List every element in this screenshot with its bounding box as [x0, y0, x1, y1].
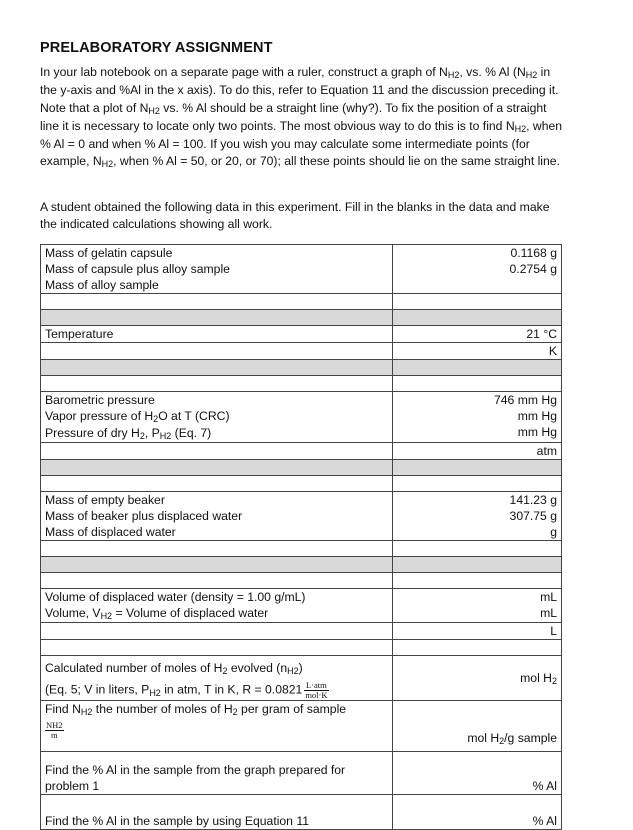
dry-pressure-label: Pressure of dry H2, PH2 (Eq. 7)	[45, 426, 212, 441]
volume-h2-liters-field[interactable]: L	[393, 623, 562, 640]
table-row	[41, 541, 562, 557]
instructions-paragraph: A student obtained the following data in this experiment. Fill in the blanks in the data and make the indicated calculations showing all work.	[40, 200, 550, 232]
table-row	[41, 623, 562, 640]
temperature-kelvin-field[interactable]: K	[393, 343, 562, 360]
graph-percent-label-1: Find the % Al in the sample from the graph prepared for	[45, 763, 346, 777]
table-row	[41, 443, 562, 460]
table-row	[41, 656, 562, 701]
find-n-label: Find NH2 the number of moles of H2 per gram of sample	[45, 702, 347, 717]
eq11-percent-field[interactable]: % Al	[393, 795, 562, 830]
table-row	[41, 392, 562, 443]
empty-beaker-label: Mass of empty beaker	[45, 493, 165, 507]
table-row	[41, 245, 562, 294]
moles-h2-equation: (Eq. 5; V in liters, PH2 in atm, T in K, R = 0.0821 $\frac{\text{L·atm}}{\text{mol·K}}$	[45, 680, 328, 700]
barometric-pressure-label: Barometric pressure	[45, 393, 155, 407]
dry-pressure-atm-field[interactable]: atm	[393, 443, 562, 460]
mass-alloy-blank[interactable]	[397, 277, 557, 293]
beaker-water-value: 307.75 g	[509, 509, 557, 523]
empty-beaker-value: 141.23 g	[509, 493, 557, 507]
table-row	[41, 343, 562, 360]
n-per-mass-fraction: $\frac{NH2}{m}$	[46, 720, 63, 740]
barometric-pressure-value: 746 mm Hg	[494, 393, 557, 407]
vapor-pressure-field[interactable]: mm Hg	[517, 409, 557, 423]
table-row	[41, 460, 562, 476]
mass-capsule-alloy-label: Mass of capsule plus alloy sample	[45, 262, 230, 276]
table-row	[41, 573, 562, 589]
table-row	[41, 326, 562, 343]
table-row	[41, 360, 562, 376]
table-row	[41, 557, 562, 573]
mass-capsule-alloy-value: 0.2754 g	[509, 262, 557, 276]
dry-pressure-field[interactable]: mm Hg	[517, 425, 557, 439]
graph-percent-label-2: problem 1	[45, 779, 100, 793]
temperature-label: Temperature	[41, 326, 393, 343]
vapor-pressure-label: Vapor pressure of H2O at T (CRC)	[45, 409, 230, 424]
table-row	[41, 476, 562, 492]
find-n-field[interactable]: mol H2/g sample	[393, 701, 562, 752]
volume-water-label: Volume of displaced water (density = 1.00 g/mL)	[45, 590, 306, 604]
table-row	[41, 795, 562, 830]
eq11-percent-label: Find the % Al in the sample by using Equation 11	[41, 795, 393, 830]
displaced-water-field[interactable]: g	[550, 525, 557, 539]
graph-percent-field[interactable]: % Al	[393, 752, 562, 795]
temperature-value: 21 °C	[393, 326, 562, 343]
moles-h2-field[interactable]: mol H2	[393, 656, 562, 701]
table-row	[41, 376, 562, 392]
mass-gelatin-value: 0.1168 g	[510, 246, 557, 260]
table-row	[41, 492, 562, 541]
volume-water-field[interactable]: mL	[540, 590, 557, 604]
table-row	[41, 589, 562, 623]
intro-paragraph: In your lab notebook on a separate page with a ruler, construct a graph of NH2, vs. % Al (NH2 in the y-axis and %Al in the x axis). To do this, refer to Equation 11 and the discussion preceding it. Note that a plot of NH2 vs. % Al should be a straight line (why?). To fix the position of a straight line it is necessary to locate only two points. The most obvious way to do this is to find NH2, when % Al = 0 and when % Al = 100. If you wish you may calculate some intermediate points (for example, NH2, when % Al = 50, or 20, or 70); all these points should lie on the same straight line.	[40, 65, 563, 170]
table-row	[41, 640, 562, 656]
volume-h2-label: Volume, VH2 = Volume of displaced water	[45, 606, 269, 621]
page-title: PRELABORATORY ASSIGNMENT	[40, 40, 273, 56]
moles-h2-label: Calculated number of moles of H2 evolved (nH2)	[45, 661, 303, 676]
volume-h2-field[interactable]: mL	[540, 606, 557, 620]
displaced-water-label: Mass of displaced water	[45, 525, 176, 539]
mass-gelatin-label: Mass of gelatin capsule	[45, 246, 173, 260]
mass-alloy-label: Mass of alloy sample	[45, 278, 159, 292]
table-row	[41, 752, 562, 795]
gas-constant-units: $\frac{\text{L·atm}}{\text{mol·K}}$	[305, 680, 328, 700]
beaker-water-label: Mass of beaker plus displaced water	[45, 509, 243, 523]
table-row	[41, 310, 562, 326]
table-row	[41, 294, 562, 310]
data-table	[40, 244, 562, 830]
table-row	[41, 701, 562, 752]
